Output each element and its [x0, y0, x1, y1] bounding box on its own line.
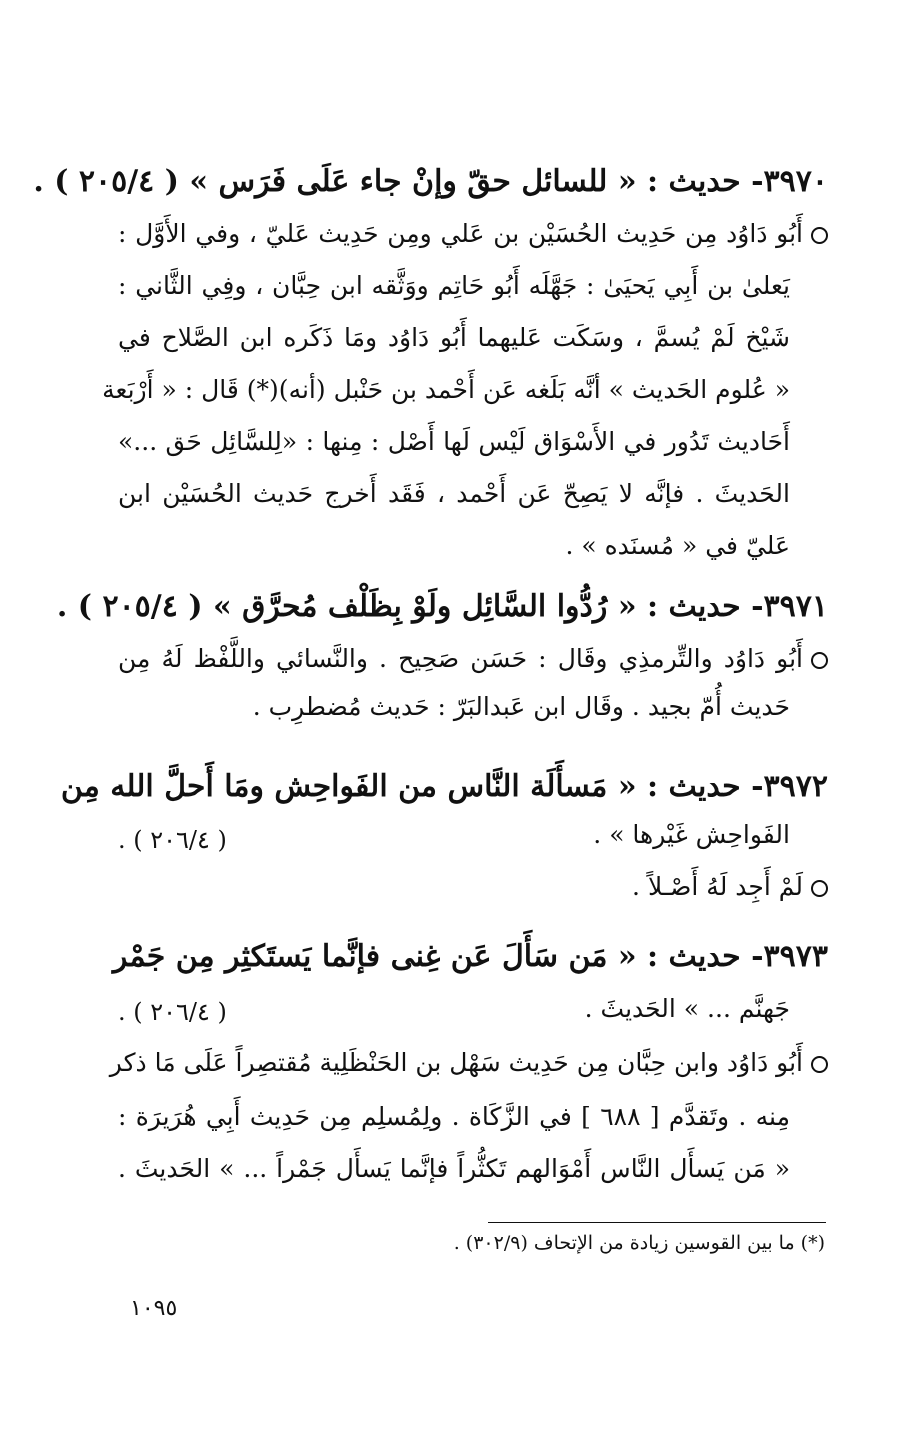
- entry-body-line: عَليّ في « مُسنَده » .: [565, 531, 790, 560]
- entry-heading: [112, 939, 828, 975]
- circle-bullet-icon: [811, 880, 828, 897]
- footnote: (*) ما بين القوسين زيادة من الإتحاف (٣٠٢/٩) .: [453, 1232, 825, 1254]
- volume-page-ref: ( ٢٠٦/٤ ) .: [118, 998, 227, 1026]
- entry-heading: [56, 589, 828, 625]
- page-number: ١٠٩٥: [130, 1296, 178, 1321]
- footnote-separator: [488, 1222, 826, 1223]
- circle-bullet-icon: [811, 652, 828, 669]
- entry-body-line: أَبُو دَاوُد والتِّرمذِي وقَال : حَسَن صَحِيح . والنَّسائي واللَّفْظ لَهُ مِن: [118, 642, 828, 676]
- entry-body-line: يَعلىٰ بن أَبِي يَحيَىٰ : جَهَّلَه أَبُو حَاتِم ووَثَّقه ابن حِبَّان ، وفِي الثَّاني :: [118, 271, 790, 300]
- entry-body-line: مِنه . وتَقدَّم [ ٦٨٨ ] في الزَّكَاة . ولِمُسلِم مِن حَدِيث أَبِي هُرَيرَة :: [118, 1102, 790, 1131]
- circle-bullet-icon: [811, 1056, 828, 1073]
- entry-body-line: شَيْخ لَمْ يُسمَّ ، وسَكَت عَليهما أَبُو دَاوُد ومَا ذَكَره ابن الصَّلاح في: [118, 323, 790, 352]
- entry-heading: [33, 164, 828, 200]
- entry-body-line: أَبُو دَاوُد وابن حِبَّان مِن حَدِيث سَهْل بن الحَنْظَلِية مُقتصِراً عَلَى مَا ذكر: [118, 1046, 828, 1080]
- entry-body-line: « مَن يَسأَل النَّاس أَمْوَالهم تَكثُّراً فإنَّما يَسأَل جَمْراً ... » الحَديثَ .: [118, 1154, 790, 1183]
- entry-body-line: الحَديثَ . فإنَّه لا يَصِحّ عَن أَحْمد ، فَقَد أَخرج حَديث الحُسَيْن ابن: [118, 479, 790, 508]
- entry-heading-cont: الفَواحِش غَيْرها » .: [593, 820, 790, 849]
- entry-heading-cont: جَهنَّم ... » الحَديثَ .: [584, 994, 790, 1023]
- heading-text: ٣٩٧٠- حديث : « للسائل حقّ وإنْ جاء عَلَى فَرَس » ( ٢٠٥/٤ ) .: [33, 164, 828, 199]
- circle-bullet-icon: [811, 227, 828, 244]
- entry-heading: [60, 769, 828, 805]
- heading-text: ٣٩٧٣- حديث : « مَن سَأَلَ عَن غِنى فإنَّما يَستَكثِر مِن جَمْر: [112, 939, 828, 974]
- entry-body-line: أَحَاديث تَدُور في الأَسْوَاق لَيْس لَها أَصْل : مِنها : «لِلسَّائِل حَق ...»: [118, 427, 790, 456]
- heading-text: ٣٩٧٢- حديث : « مَسأَلَة النَّاس من الفَواحِش ومَا أَحلَّ الله مِن: [60, 769, 828, 804]
- entry-body-line: أَبُو دَاوُد مِن حَدِيث الحُسَيْن بن عَلي ومِن حَدِيث عَليّ ، وفي الأَوَّل :: [118, 217, 828, 251]
- entry-body-line: « عُلوم الحَديث » أنَّه بَلَغه عَن أَحْمد بن حَنْبل (أنه)(*) قَال : « أَرْبَعة: [102, 375, 790, 404]
- entry-body-line: حَديث أُمّ بجيد . وقَال ابن عَبدالبَرّ : حَديث مُضطرِب .: [252, 692, 790, 721]
- heading-text: ٣٩٧١- حديث : « رُدُّوا السَّائِل ولَوْ بِظَلْف مُحرَّق » ( ٢٠٥/٤ ) .: [56, 589, 828, 624]
- volume-page-ref: ( ٢٠٦/٤ ) .: [118, 826, 227, 854]
- entry-body-line: لَمْ أَجِد لَهُ أَصْـلاً .: [118, 870, 828, 904]
